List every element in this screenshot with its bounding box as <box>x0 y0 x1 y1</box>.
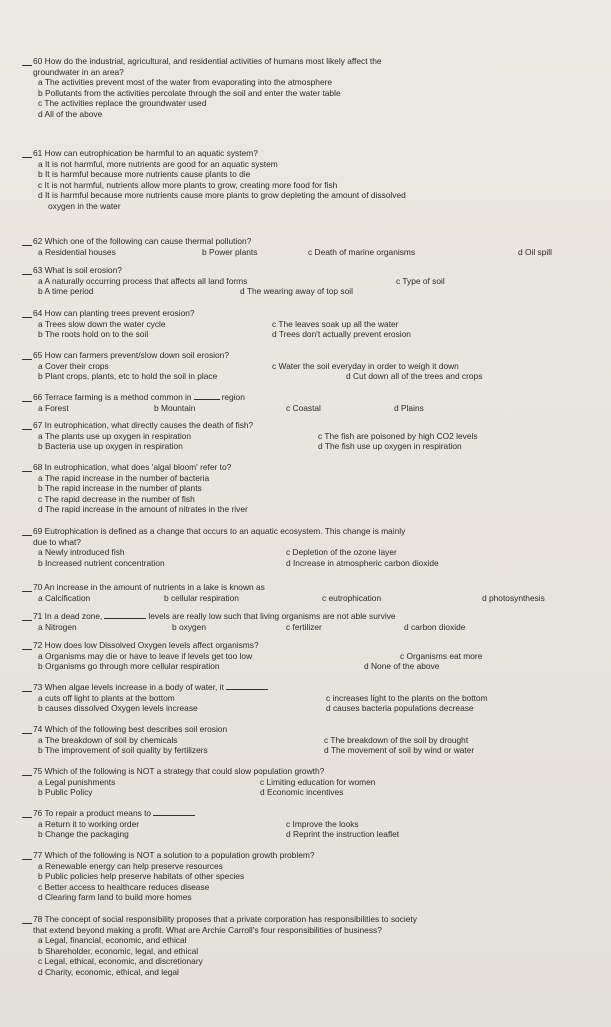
question-63 <box>24 265 604 297</box>
option-d: d photosynthesis <box>482 592 545 603</box>
fill-in-blank[interactable] <box>194 392 220 400</box>
question-stem: 60 How do the industrial, agricultural, and residential activities of humans most likely affect the <box>33 56 382 66</box>
option-a: a The activities prevent most of the water from evaporating into the atmosphere <box>38 77 333 87</box>
option-b: b Power plants <box>202 246 258 257</box>
question-stem: 77 Which of the following is NOT a solution to a population growth problem? <box>33 850 315 860</box>
option-c: c The fish are poisoned by high CO2 levels <box>318 430 478 441</box>
option-c: c Water the soil everyday in order to weigh it down <box>272 360 459 371</box>
option-b: b cellular respiration <box>164 592 239 603</box>
option-c: c The leaves soak up all the water <box>272 318 399 329</box>
question-70 <box>24 582 604 603</box>
option-d: d Economic incentives <box>260 787 344 797</box>
option-b: b causes dissolved Oxygen levels increase <box>38 703 198 713</box>
option-b: b Shareholder, economic, legal, and ethical <box>38 945 199 956</box>
option-c: c increases light to the plants on the bottom <box>326 692 488 703</box>
option-d: d The fish use up oxygen in respiration <box>318 441 462 451</box>
fill-in-blank[interactable] <box>226 682 268 690</box>
option-a: a Legal, financial, economic, and ethical <box>38 935 187 945</box>
question-74 <box>24 724 604 756</box>
option-d: d Increase in atmospheric carbon dioxide <box>286 557 439 568</box>
question-stem: 69 Eutrophication is defined as a change that occurs to an aquatic ecosystem. This change is mainly <box>33 526 406 536</box>
option-d: d Cut down all of the trees and crops <box>346 371 483 381</box>
question-stem: 76 To repair a product means to <box>33 808 152 818</box>
option-b: b Increased nutrient concentration <box>38 557 165 568</box>
option-c: c Organisms eat more <box>400 650 483 661</box>
question-75 <box>24 766 604 798</box>
option-a: a Calcification <box>38 592 91 603</box>
option-a: a The breakdown of soil by chemicals <box>38 734 178 745</box>
option-b: b Pollutants from the activities percolate through the soil and enter the water table <box>38 87 341 98</box>
question-62 <box>24 236 604 257</box>
option-d: d Charity, economic, ethical, and legal <box>38 966 179 977</box>
option-d: d Trees don't actually prevent erosion <box>272 329 411 339</box>
question-66 <box>24 392 604 413</box>
option-b: b Public policies help preserve habitats of other species <box>38 871 245 881</box>
option-a: a It is not harmful, more nutrients are good for an aquatic system <box>38 158 278 169</box>
option-d: d causes bacteria populations decrease <box>326 703 474 713</box>
option-c: c Type of soil <box>396 275 445 286</box>
question-60 <box>24 56 604 119</box>
question-67 <box>24 420 604 452</box>
question-stem: 73 When algae levels increase in a body of water, it <box>33 682 224 692</box>
question-69 <box>24 526 604 568</box>
question-78 <box>24 914 604 977</box>
option-c: c Better access to healthcare reduces disease <box>38 881 210 892</box>
question-stem-continued: groundwater in an area? <box>33 66 124 77</box>
option-b: b Public Policy <box>38 787 93 797</box>
fill-in-blank[interactable] <box>104 611 146 619</box>
option-c: c Legal, ethical, economic, and discretionary <box>38 956 203 966</box>
option-a: a Forest <box>38 402 69 413</box>
option-a: a The rapid increase in the number of bacteria <box>38 472 210 483</box>
option-b: b The rapid increase in the number of plants <box>38 483 202 493</box>
question-stem: 68 In eutrophication, what does 'algal bloom' refer to? <box>33 462 232 472</box>
question-stem: 71 In a dead zone, <box>33 611 103 621</box>
option-a: a Cover their crops <box>38 360 109 371</box>
option-c: c The rapid decrease in the number of fish <box>38 493 195 504</box>
option-b: b It is harmful because more nutrients cause plants to die <box>38 169 251 179</box>
question-65 <box>24 350 604 382</box>
option-a: a Renewable energy can help preserve resources <box>38 860 223 871</box>
option-c: c Death of marine organisms <box>308 246 416 257</box>
option-a: a cuts off light to plants at the bottom <box>38 692 175 703</box>
option-c: c Improve the looks <box>286 818 359 829</box>
option-c: c The breakdown of the soil by drought <box>324 734 469 745</box>
question-68 <box>24 462 604 515</box>
option-c: c fertilizer <box>286 621 322 632</box>
question-stem: 63 What is soil erosion? <box>33 265 122 275</box>
option-a: a Nitrogen <box>38 621 77 632</box>
option-a: a Legal punishments <box>38 776 116 787</box>
question-stem: 75 Which of the following is NOT a strategy that could slow population growth? <box>33 766 325 776</box>
option-b: b Bacteria use up oxygen in respiration <box>38 441 183 451</box>
option-a: a Organisms may die or have to leave if levels get too low <box>38 650 253 661</box>
option-b: b The roots hold on to the soil <box>38 329 149 339</box>
option-c: c Limiting education for women <box>260 776 376 787</box>
option-d: d The wearing away of top soil <box>240 286 353 296</box>
option-d: d All of the above <box>38 108 103 119</box>
option-d: d Oil spill <box>518 246 552 257</box>
question-stem-end: levels are really low such that living organisms are not able survive <box>148 611 396 621</box>
question-stem: 74 Which of the following best describes soil erosion <box>33 724 228 734</box>
question-stem: 67 In eutrophication, what directly causes the death of fish? <box>33 420 254 430</box>
option-a: a Residential houses <box>38 246 116 257</box>
option-d: d The movement of soil by wind or water <box>324 745 475 755</box>
question-71 <box>24 611 604 632</box>
option-a: a A naturally occurring process that affects all land forms <box>38 275 248 286</box>
option-b: b Plant crops, plants, etc to hold the soil in place <box>38 371 218 381</box>
option-d: d Clearing farm land to build more homes <box>38 892 192 902</box>
question-stem-end: region <box>221 392 245 402</box>
question-76 <box>24 808 604 840</box>
question-stem-continued: due to what? <box>33 536 81 547</box>
option-a: a Trees slow down the water cycle <box>38 318 166 329</box>
option-d: d carbon dioxide <box>404 621 466 632</box>
option-b: b A time period <box>38 286 94 296</box>
option-b: b oxygen <box>172 621 206 632</box>
question-stem: 62 Which one of the following can cause thermal pollution? <box>33 236 252 246</box>
question-stem: 65 How can farmers prevent/slow down soil erosion? <box>33 350 229 360</box>
question-stem: 61 How can eutrophication be harmful to an aquatic system? <box>33 148 258 158</box>
option-c: c It is not harmful, nutrients allow more plants to grow, creating more food for fish <box>38 179 338 190</box>
question-77 <box>24 850 604 903</box>
option-b: b Organisms go through more cellular respiration <box>38 661 220 671</box>
option-b: b The improvement of soil quality by fertilizers <box>38 745 208 755</box>
option-b: b Change the packaging <box>38 829 129 839</box>
question-72 <box>24 640 604 672</box>
question-64 <box>24 308 604 340</box>
option-a: a Return it to working order <box>38 818 140 829</box>
option-c: c Depletion of the ozone layer <box>286 547 397 557</box>
question-stem: 78 The concept of social responsibility proposes that a private corporation has responsibilities to society <box>33 914 417 924</box>
option-d-continued: oxygen in the water <box>48 200 121 211</box>
question-stem: 66 Terrace farming is a method common in <box>33 392 192 402</box>
option-d: d Reprint the instruction leaflet <box>286 829 400 839</box>
option-d: d It is harmful because more nutrients cause more plants to grow depleting the amount of dissolved <box>38 190 406 200</box>
option-b: b Mountain <box>154 402 196 413</box>
question-73 <box>24 682 604 714</box>
option-d: d The rapid increase in the amount of nitrates in the river <box>38 504 248 514</box>
question-61 <box>24 148 604 211</box>
question-stem: 72 How does low Dissolved Oxygen levels affect organisms? <box>33 640 259 650</box>
option-c: c eutrophication <box>322 592 382 603</box>
option-d: d Plains <box>394 402 424 413</box>
question-stem-continued: that extend beyond making a profit. What are Archie Carroll's four responsibilities of business? <box>33 924 382 935</box>
option-c: c The activities replace the groundwater used <box>38 98 207 108</box>
question-stem: 64 How can planting trees prevent erosion? <box>33 308 195 318</box>
fill-in-blank[interactable] <box>153 808 195 816</box>
option-d: d None of the above <box>364 661 440 671</box>
question-stem: 70 An increase in the amount of nutrients in a lake is known as <box>33 582 265 592</box>
option-a: a Newly introduced fish <box>38 547 125 557</box>
option-c: c Coastal <box>286 402 321 413</box>
option-a: a The plants use up oxygen in respiration <box>38 430 192 441</box>
